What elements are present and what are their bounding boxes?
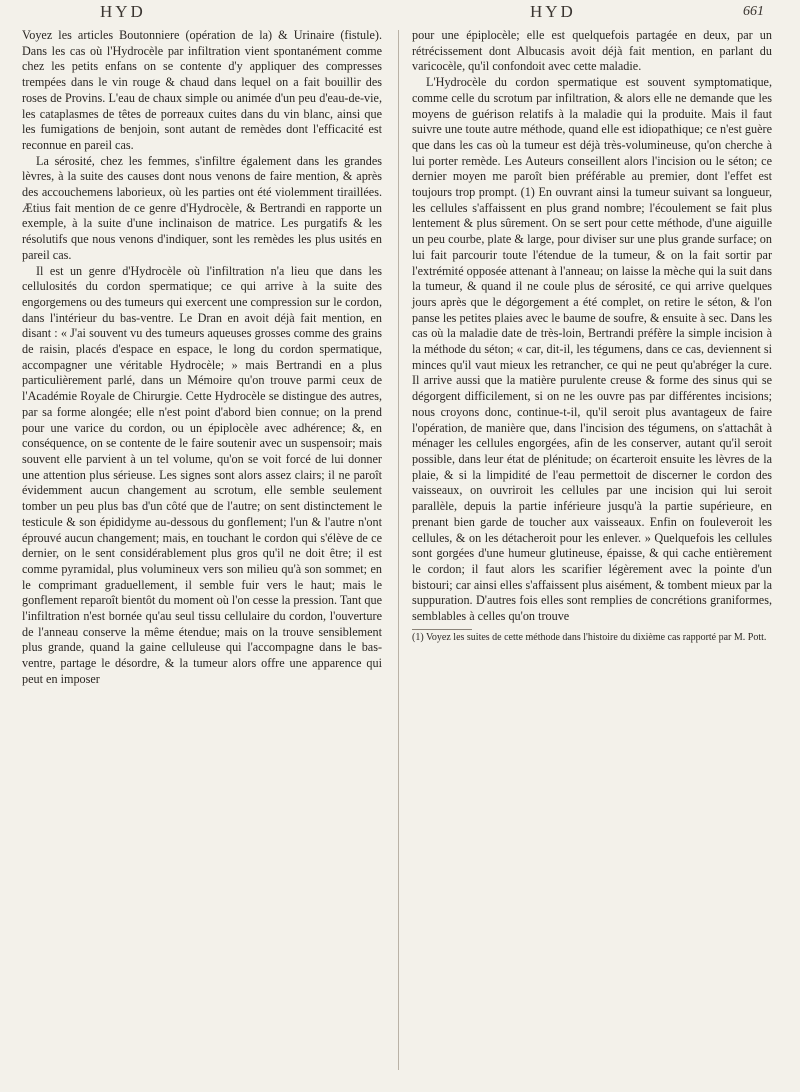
footnote: (1) Voyez les suites de cette méthode dans l'histoire du dixième cas rapporté par M. Pott.: [412, 631, 767, 643]
page-number: 661: [743, 4, 764, 19]
running-head-right: HYD: [530, 2, 576, 21]
footnote-rule: [412, 629, 472, 630]
right-column: [412, 28, 772, 644]
left-column: [22, 28, 382, 688]
paragraph: La sérosité, chez les femmes, s'infiltre également dans les grandes lèvres, à la suite des causes dont nous venons de faire mention, & après des accouchemens laborieux, où les parties ont été violemment tiraillées. Ætius fait mention de ce genre d'Hydrocèle, & Bertrandi en rapporte un exemple, à la suite d'une inclinaison de matrice. Les purgatifs & les résolutifs que nous venons d'indiquer, sont les remèdes les plus usités en pareil cas.: [22, 153, 382, 262]
paragraph: Il est un genre d'Hydrocèle où l'infiltration n'a lieu que dans les cellulosités du cordon spermatique; ce qui arrive à la suite des engorgemens ou des tumeurs qui exercent une compression sur le cordon, dans l'intérieur du bas-ventre. Le Dran en avoit déjà fait mention, en disant : « J'ai souvent vu des tumeurs aqueuses grosses comme des grains de raisin, placés d'espace en espace, le long du cordon spermatique, accompagner une véritable Hydrocèle; » mais Bertrandi en a plus particulièrement parlé, dans un Mémoire qu'on trouve parmi ceux de l'Académie Royale de Chirurgie. Cette Hydrocèle se distingue des autres, par sa forme alongée; elle n'est point d'abord bien connue; on la prend pour une varice du cordon, ou un épiplocèle avec adhérence; &, en conséquence, on se contente de le faire soutenir avec un suspensoir; mais souvent elle parvient à un tel volume, qu'on se voit forcé de lui donner une attention plus sérieuse. Les signes sont alors assez clairs; il ne paroît évidemment aucun changement au scrotum, elle semble seulement tomber un peu plus bas d'un côté que de l'autre; on sent distinctement le testicule & son épididyme au-dessous du gonflement; l'un & l'autre n'ont éprouvé aucun changement; mais, en touchant le cordon qui s'élève de ce dernier, on le sent considérablement plus gros qu'il ne doit être; il est comme pyramidal, plus volumineux vers son milieu qu'à son sommet; en le comprimant graduellement, il semble fuir vers le haut; mais le gonflement reparoît bientôt du moment où l'on cesse la pression. Tant que l'infiltration n'est bornée qu'au seul tissu cellulaire du cordon, l'ouverture de l'anneau conserve la même étendue; mais on la trouve sensiblement plus grande, quand la gaine celluleuse qui l'accompagne dans le bas-ventre, partage le désordre, & la tumeur alors offre une apparence qui peut en imposer: [22, 263, 382, 686]
column-divider: [398, 30, 399, 1070]
paragraph: pour une épiplocèle; elle est quelquefois partagée en deux, par un rétrécissement dont Albucasis avoit déjà fait mention, en parlant du varicocèle, qu'il confondoit avec cette maladie.: [412, 28, 772, 74]
running-head-left: HYD: [100, 2, 146, 21]
running-header: [0, 2, 800, 26]
paragraph: L'Hydrocèle du cordon spermatique est souvent symptomatique, comme celle du scrotum par infiltration, & alors elle ne demande que les moyens de guérison relatifs à la maladie qui la produite. Mais il faut suivre une toute autre méthode, quand elle est idiopathique; ce n'est guère que dans les cas où la tumeur est déjà très-volumineuse, qu'on cherche à lui porter remède. Les Auteurs conseillent alors l'incision ou le séton; ce dernier moyen me paroît bien préférable au premier, dont l'effet est toujours trop prompt. (1) En ouvrant ainsi la tumeur suivant sa longueur, les cellules s'affaissent en plus grand nombre; l'écoulement se fait plus lentement & plus sûrement. On se sert pour cette méthode, d'une aiguille un peu courbe, plate & large, pour diviser sur une plus grande surface; on lui fait parcourir toute l'étendue de la tumeur, & on la fait sortir par l'extrémité opposée attenant à l'anneau; on laisse la mèche qui la suit dans la tumeur, & quand il ne coule plus de sérosité, ce qui arrive quelques jours après que le dégorgement a été complet, on retire le séton, & l'on panse les petites plaies avec le baume de soufre, & ensuite à sec. Dans les cas où la maladie date de très-loin, Bertrandi préfère la simple incision à la méthode du séton; « car, dit-il, les tégumens, dans ce cas, deviennent si minces qu'il vaut mieux les retrancher, ce qui ne peut qu'abréger la cure. Il arrive aussi que la matière purulente creuse & forme des sinus qui se dégorgent difficilement, si on ne les ouvre pas par différentes incisions; nous croyons donc, continue-t-il, qu'il seroit plus avantageux de faire l'opération, de manière que, dans l'incision des tégumens, on s'attachât à ménager les cellules engorgées, afin de les conserver, autant qu'il seroit possible, dans leur état de plénitude; on écarteroit ensuite les lèvres de la plaie, & si la limpidité de l'eau permettoit de discerner le cordon des vaisseaux, on ouvriroit les cellules par une incision qui lui seroit parallèle, depuis la partie inférieure jusqu'à la partie supérieure, en prenant bien garde de toucher aux vaisseaux. Enfin on fouleveroit les cellules, & on les détacheroit pour les enlever. » Quelquefois les cellules sont gorgées d'une humeur glutineuse, épaisse, & qui cache entièrement le cordon; il faut alors les scarifier légèrement avec la pointe d'un bistouri; car ainsi elles s'affaissent plus aisément, & tombent mieux par la suppuration. D'autres fois elles sont remplies de concrétions graniformes, semblables à celles qu'on trouve: [412, 75, 772, 624]
paragraph: Voyez les articles Boutonniere (opération de la) & Urinaire (fistule). Dans les cas où l'Hydrocèle par infiltration vient spontanément comme chez les petits enfans on se contente d'y appliquer des compresses trempées dans le vin rouge & chaud dans lequel on a fait bouillir des roses de Provins. L'eau de chaux simple ou animée d'un peu d'eau-de-vie, les cataplasmes de têtes de porreaux cuites dans du vin blanc, ainsi que les fumigations de benjoin, sont autant de remèdes dont l'efficacité est reconnue en pareil cas.: [22, 28, 382, 152]
